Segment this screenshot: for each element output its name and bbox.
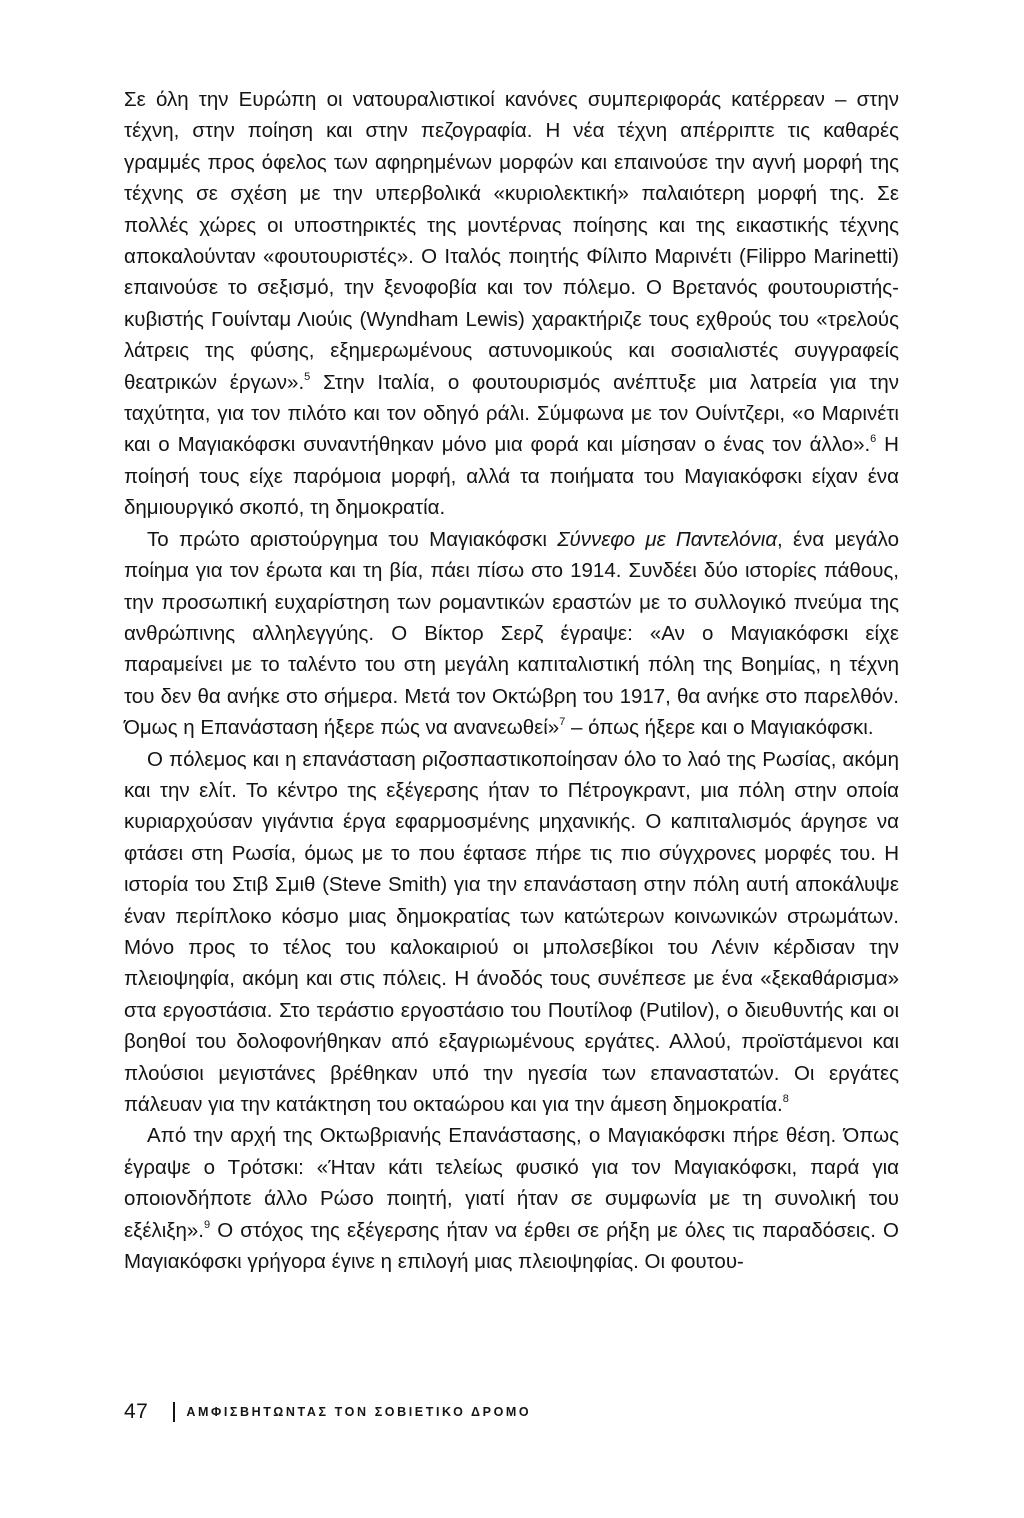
footnote-marker: 8 [782, 1093, 789, 1105]
footnote-marker: 7 [559, 716, 566, 729]
paragraph [124, 524, 899, 744]
text-run: Το πρώτο αριστούργημα του Μαγιακόφσκι [147, 527, 558, 551]
text-run: , ένα μεγάλο ποίημα για τον έρωτα και τη βία, πάει πίσω στο 1914. Συνδέει δύο ιστορίες πάθους, την προσωπική ευχαρίστηση των ρομαντικών εραστών με το συλλογικό πνεύμα της ανθρώπινης αλληλεγγύης. Ο Βίκτορ Σερζ έγραψε: «Αν ο Μαγιακόφσκι είχε παραμείνει με το ταλέντο του στη μεγάλη καπιταλιστική πόλη της Βοημίας, η τέχνη του δεν θα ανήκε στο σήμερα. Μετά τον Οκτώβρη του 1917, θα ανήκε στο παρελθόν. Όμως η Επανάσταση ήξερε πώς να ανανεωθεί» [124, 527, 899, 740]
text-run: Σε όλη την Ευρώπη οι νατουραλιστικοί κανόνες συμπεριφοράς κατέρρεαν – στην τέχνη, στην ποίηση και στην πεζογραφία. Η νέα τέχνη απέρριπτε τις καθαρές γραμμές προς όφελος των αφηρημένων μορφών και επαινούσε την αγνή μορφή της τέχνης σε σχέση με την υπερβολικά «κυριολεκτική» παλαιότερη μορφή της. Σε πολλές χώρες οι υποστηρικτές της μοντέρνας ποίησης και της εικαστικής τέχνης αποκαλούνταν «φουτουριστές». Ο Ιταλός ποιητής Φίλιπο Μαρινέτι (Filippo Marinetti) επαινούσε το σεξισμό, την ξενοφοβία και τον πόλεμο. Ο Βρετανός φουτουριστής-κυβιστής Γουίνταμ Λιούις (Wyndham Lewis) χαρακτήριζε τους εχθρούς του «τρελούς λάτρεις της φύσης, εξημερωμένους αστυνομικούς και σοσιαλιστές συγγραφείς θεατρικών έργων». [124, 88, 899, 394]
paragraph [124, 84, 899, 524]
running-title: ΑΜΦΙΣΒΗΤΩΝΤΑΣ ΤΟΝ ΣΟΒΙΕΤΙΚΟ ΔΡΟΜΟ [186, 1405, 532, 1419]
page-footer [124, 1392, 531, 1432]
italic-title: Σύννεφο με Παντελόνια [557, 527, 778, 551]
page-number: 47 [124, 1400, 149, 1423]
text-run: Η ποίησή τους είχε παρόμοια μορφή, αλλά τα ποιήματα του Μαγιακόφσκι είχαν ένα δημιουργικό σκοπό, τη δημοκρατία. [124, 433, 899, 520]
footnote-marker: 9 [203, 1218, 211, 1231]
footnote-marker: 6 [870, 433, 877, 446]
footnote-marker: 5 [304, 370, 311, 383]
paragraph [124, 744, 899, 1121]
footer-separator [173, 1402, 175, 1422]
text-run: Στην Ιταλία, ο φουτουρισμός ανέπτυξε μια λατρεία για την ταχύτητα, για τον πιλότο και τον οδηγό ράλι. Σύμφωνα με τον Ουίντζερι, «ο Μαρινέτι και ο Μαγιακόφσκι συναντήθηκαν μόνο μια φορά και μίσησαν ο ένας τον άλλο». [124, 370, 900, 457]
body-text [124, 84, 899, 1277]
text-run: Ο πόλεμος και η επανάσταση ριζοσπαστικοποίησαν όλο το λαό της Ρωσίας, ακόμη και την ελίτ. Το κέντρο της εξέγερσης ήταν το Πέτρογκραντ, μια πόλη στην οποία κυριαρχούσαν γιγάντια έργα εφαρμοσμένης μηχανικής. Ο καπιταλισμός άργησε να φτάσει στη Ρωσία, όμως με το που έφτασε πήρε τις πιο σύγχρονες μορφές του. Η ιστορία του Στιβ Σμιθ (Steve Smith) για την επανάσταση στην πόλη αυτή αποκάλυψε έναν περίπλοκο κόσμο μιας δημοκρατίας των κατώτερων κοινωνικών στρωμάτων. Μόνο προς το τέλος του καλοκαιριού οι μπολσεβίκοι του Λένιν κέρδισαν την πλειοψηφία, ακόμη και στις πόλεις. Η άνοδός τους συνέπεσε με ένα «ξεκαθάρισμα» στα εργοστάσια. Στο τεράστιο εργοστάσιο του Πουτίλοφ (Putilov), ο διευθυντής και οι βοηθοί του δολοφονήθηκαν από εξαγριωμένους εργάτες. Αλλού, προϊστάμενοι και πλούσιοι μεγιστάνες βρέθηκαν υπό την ηγεσία των επαναστατών. Οι εργάτες πάλευαν για την κατάκτηση του οκταώρου και για την άμεση δημοκρατία. [124, 747, 899, 1116]
text-run: Από την αρχή της Οκτωβριανής Επανάστασης, ο Μαγιακόφσκι πήρε θέση. Όπως έγραψε ο Τρότσκι: «Ήταν κάτι τελείως φυσικό για τον Μαγιακόφσκι, παρά για οποιονδήποτε άλλο Ρώσο ποιητή, γιατί ήταν σε συμφωνία με τη συνολική του εξέλιξη». [124, 1124, 899, 1242]
text-run: Ο στόχος της εξέγερσης ήταν να έρθει σε ρήξη με όλες τις παραδόσεις. Ο Μαγιακόφσκι γρήγορα έγινε η επιλογή μιας πλειοψηφίας. Οι φουτου- [124, 1218, 899, 1274]
paragraph [124, 1120, 899, 1277]
text-run: – όπως ήξερε και ο Μαγιακόφσκι. [565, 716, 874, 740]
